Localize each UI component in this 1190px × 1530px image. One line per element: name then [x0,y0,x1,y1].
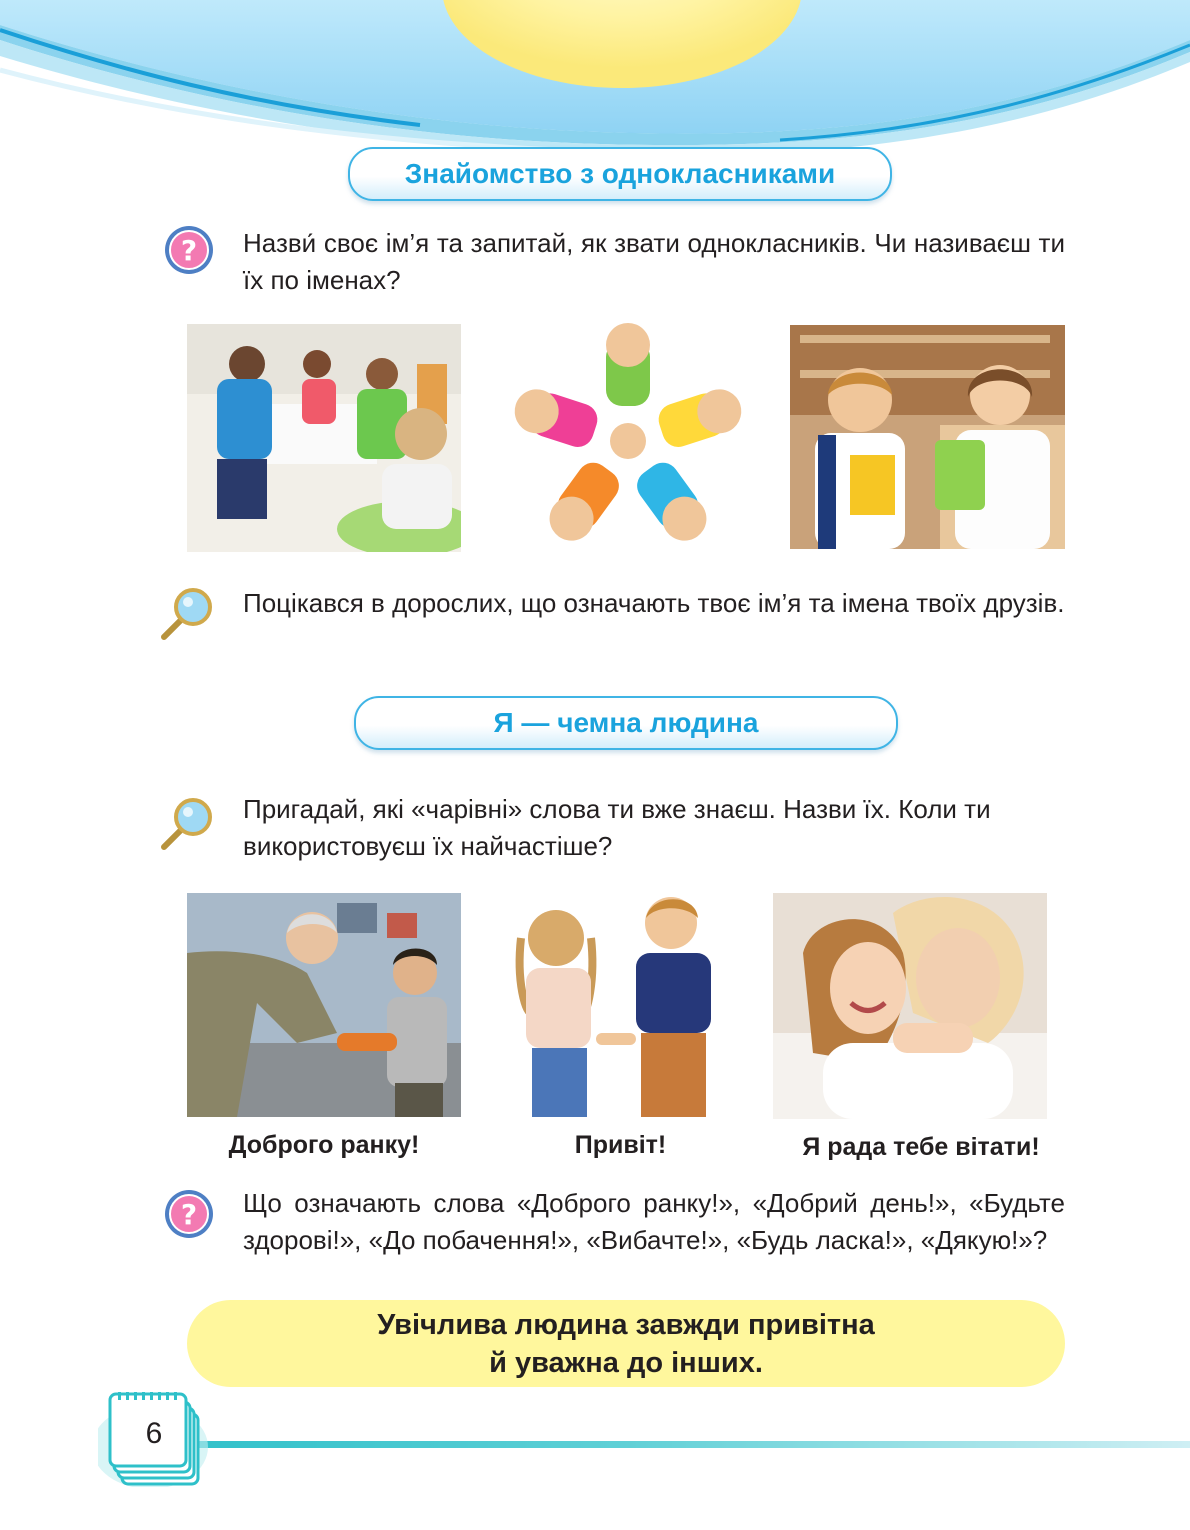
page-number-calendar [98,1392,208,1487]
magnifier-icon [160,585,216,641]
caption-good-morning: Доброго ранку! [228,1131,420,1159]
photo-children-circle [497,318,759,564]
photo-hello [506,893,735,1117]
magnifier-icon [160,795,216,851]
caption-glad-to-greet: Я рада тебе вітати! [802,1133,1040,1161]
research-text-1: Поцікався в дорослих, що означають твоє ім’я та імена твоїх друзів. [243,588,1065,618]
section-title-text: Знайомство з однокласниками [404,158,836,189]
section-title-classmates [348,147,892,201]
question-text-2: Що означають слова «Доброго ранку!», «Добрий день!», «Будьте здорові!», «До побачення!», «Вибачте!», «Будь ласка!», «Дякую!»? [243,1188,1065,1255]
svg-text:?: ? [180,1198,198,1231]
caption-hello: Привіт! [574,1131,667,1159]
footer-line [160,1441,1190,1448]
section-title-text: Я — чемна людина [493,707,759,738]
question-text-1: Назви́ своє ім’я та запитай, як звати однокласників. Чи називаєш ти їх по іменах? [243,228,1065,295]
question-icon [163,1188,215,1240]
rule-line-1: Увічлива людина завжди привітна [377,1308,875,1341]
photo-glad-to-greet [773,893,1047,1119]
svg-text:?: ? [180,234,198,267]
photo-good-morning [187,893,461,1117]
page-number: 6 [145,1417,163,1450]
rule-line-2: й уважна до інших. [489,1346,763,1379]
question-icon [163,224,215,276]
rule-highlight-box [187,1300,1065,1387]
photo-children-playing [187,324,461,552]
research-text-2: Пригадай, які «чарівні» слова ти вже знаєш. Назви їх. Коли ти використовуєш їх найчастіше? [243,794,991,861]
section-title-polite-person [354,696,898,750]
photo-classmates-talking [790,325,1065,549]
header-sky-banner [0,0,1190,160]
